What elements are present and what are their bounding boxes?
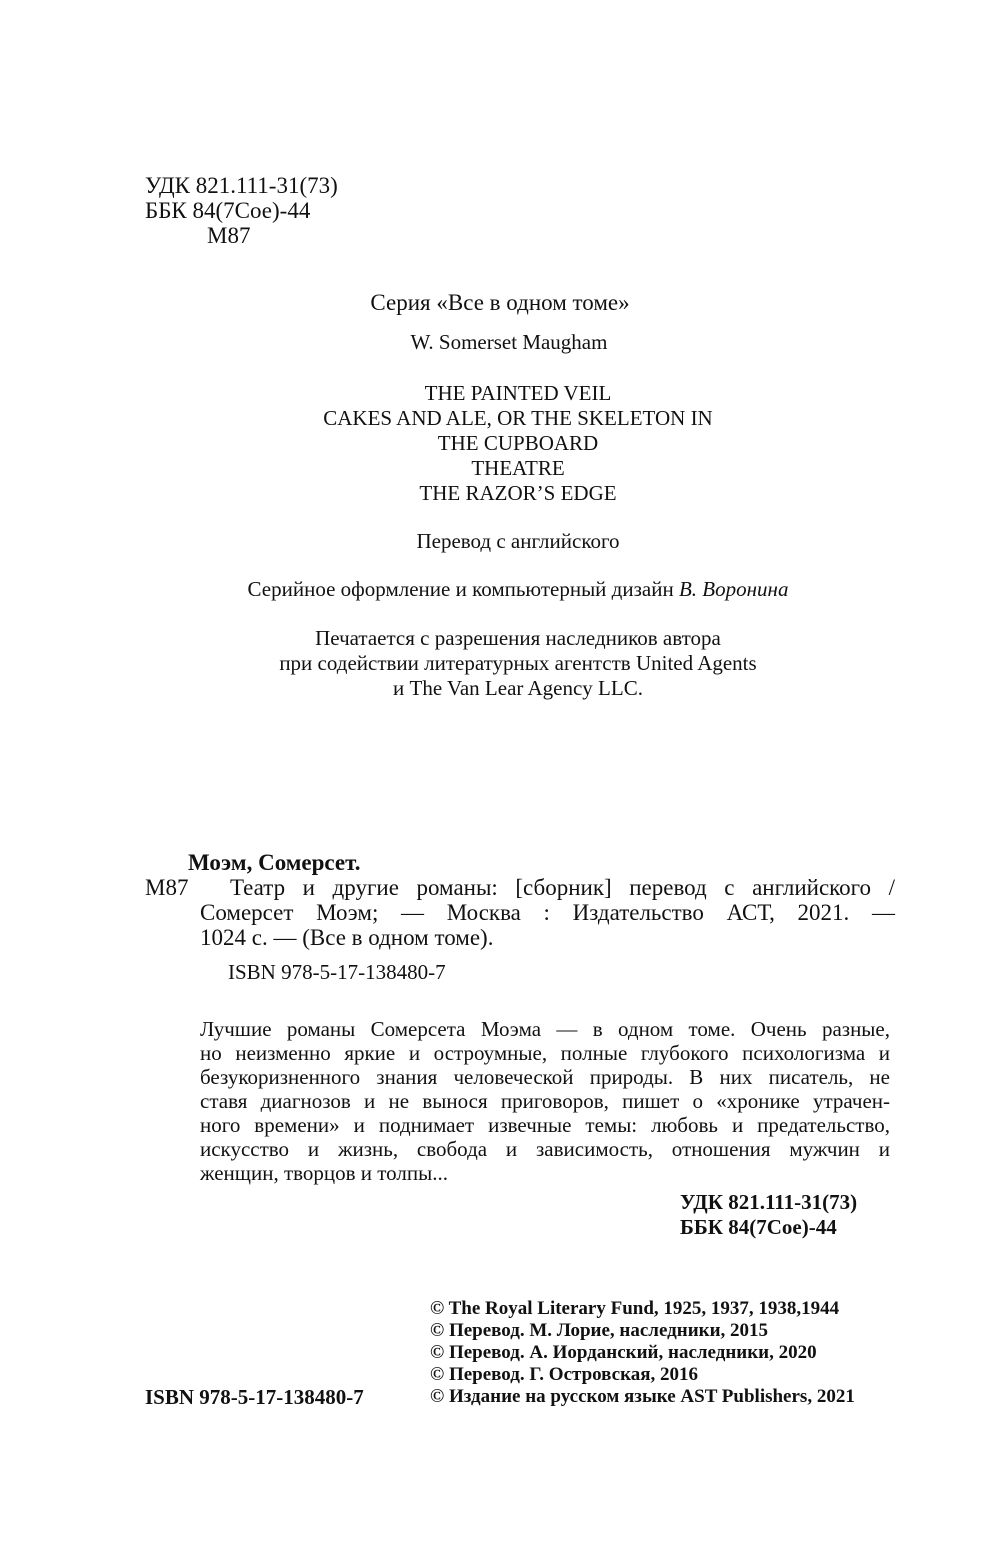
copyright-block: [430, 1298, 855, 1408]
annotation: [200, 1017, 890, 1185]
annotation-line: искусство и жизнь, свобода и зависимость, отношения мужчин и: [200, 1137, 890, 1161]
copyright-line: © Издание на русском языке AST Publishers, 2021: [430, 1386, 855, 1407]
original-title: THEATRE: [471, 456, 565, 480]
copyright-line: © Перевод. А. Иорданский, наследники, 2020: [430, 1342, 817, 1363]
bbk-code: ББК 84(7Сое)-44: [145, 198, 311, 223]
annotation-line: Лучшие романы Сомерсета Моэма — в одном томе. Очень разные,: [200, 1017, 890, 1041]
annotation-line: но неизменно яркие и остроумные, полные глубокого психологизма и: [200, 1041, 890, 1065]
udk-code-bottom: УДК 821.111-31(73): [680, 1190, 858, 1214]
original-title: THE RAZOR’S EDGE: [419, 481, 617, 505]
isbn-bottom-text: ISBN 978-5-17-138480-7: [145, 1385, 364, 1409]
translation-note-text: Перевод с английского: [416, 529, 620, 553]
annotation-line: безукоризненного знания человеческой природы. В них писатель, не: [200, 1065, 890, 1089]
original-title: CAKES AND ALE, OR THE SKELETON IN: [323, 406, 713, 430]
original-titles: [0, 381, 1000, 506]
classification-bottom: [680, 1190, 857, 1240]
permission-line: Печатается с разрешения наследников автора: [315, 626, 721, 650]
copyright-line: © The Royal Literary Fund, 1925, 1937, 1938,1944: [430, 1298, 840, 1319]
bbk-code-bottom: ББК 84(7Сое)-44: [680, 1215, 837, 1239]
card-isbn: ISBN 978-5-17-138480-7: [228, 960, 446, 984]
copyright-line: © Перевод. Г. Островская, 2016: [430, 1364, 699, 1385]
udk-code: УДК 821.111-31(73): [145, 173, 338, 198]
designer-name: В. Воронина: [678, 577, 789, 601]
series-text: Серия «Все в одном томе»: [370, 290, 630, 315]
design-credit-text: Серийное оформление и компьютерный дизайн: [247, 577, 679, 601]
original-title: THE CUPBOARD: [437, 431, 599, 455]
author-mark: М87: [207, 223, 251, 248]
isbn-bottom: [145, 1385, 364, 1410]
translation-note: [0, 529, 1000, 554]
permission-line: и The Van Lear Agency LLC.: [393, 676, 643, 700]
card-description: Театр и другие романы: [сборник] перевод с английского /: [230, 875, 895, 900]
card-author: Моэм, Сомерсет.: [188, 850, 361, 875]
original-author-text: W. Somerset Maugham: [410, 330, 608, 354]
design-credit: [0, 577, 1000, 602]
original-author: [0, 330, 1000, 355]
series-line: [0, 290, 1000, 315]
original-title: THE PAINTED VEIL: [424, 381, 612, 405]
classification-block: [145, 173, 338, 248]
card-description: Сомерсет Моэм; — Москва : Издательство АСТ, 2021. —: [200, 900, 895, 925]
annotation-line: ного времени» и поднимает извечные темы: любовь и предательство,: [200, 1113, 890, 1137]
permission-line: при содействии литературных агентств United Agents: [279, 651, 757, 675]
annotation-line: ставя диагнозов и не вынося приговоров, пишет о «хронике утрачен-: [200, 1089, 890, 1113]
card-code: М87: [145, 875, 189, 900]
catalog-card: [145, 850, 895, 985]
copyright-line: © Перевод. М. Лорие, наследники, 2015: [430, 1320, 769, 1341]
annotation-line: женщин, творцов и толпы...: [200, 1161, 448, 1185]
card-description: 1024 с. — (Все в одном томе).: [200, 925, 494, 950]
permission-block: [0, 626, 1000, 701]
